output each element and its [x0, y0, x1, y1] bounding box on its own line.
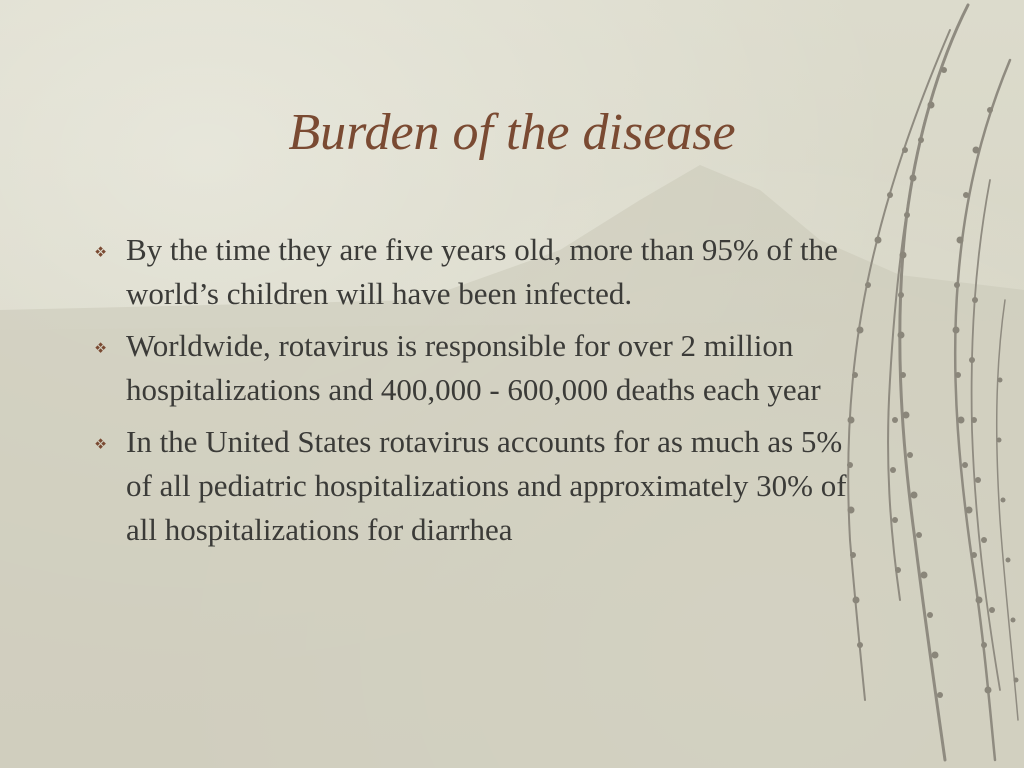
- bullet-text: Worldwide, rotavirus is responsible for over 2 million hospitalizations and 400,000 - 600,000 deaths each year: [126, 328, 821, 407]
- diamond-bullet-icon: [92, 228, 110, 272]
- bullet-list: [92, 228, 872, 560]
- diamond-bullet-icon: [92, 324, 110, 368]
- bullet-item: [92, 420, 872, 552]
- slide-title: Burden of the disease: [288, 104, 736, 161]
- bullet-item: [92, 324, 872, 412]
- bullet-text: By the time they are five years old, more than 95% of the world’s children will have been infected.: [126, 232, 838, 311]
- bullet-text: In the United States rotavirus accounts for as much as 5% of all pediatric hospitalizations and approximately 30% of all hospitalizations for diarrhea: [126, 424, 847, 547]
- bullet-item: [92, 228, 872, 316]
- diamond-bullet-icon: [92, 420, 110, 464]
